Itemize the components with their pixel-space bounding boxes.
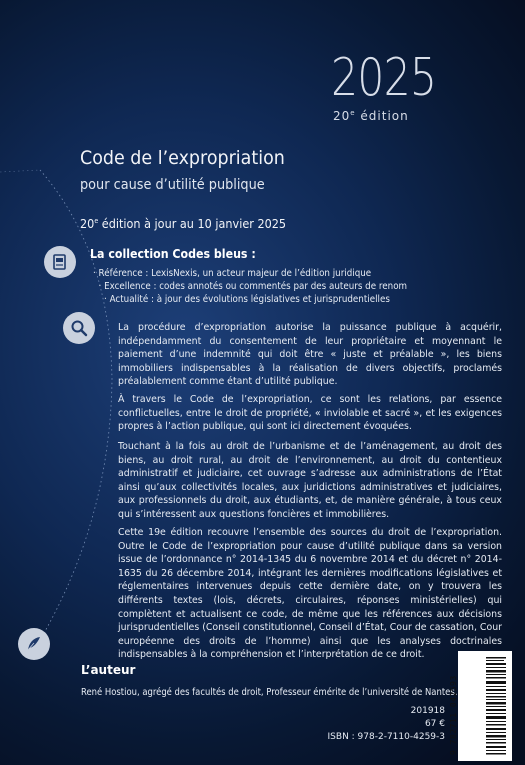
- isbn: ISBN : 978-2-7110-4259-3: [327, 732, 445, 742]
- barcode: [449, 651, 512, 761]
- price: 67 €: [424, 719, 445, 729]
- list-item: · Référence : LexisNexis, un acteur majeur de l’édition juridique: [93, 268, 372, 279]
- edition-year: 2025: [331, 48, 437, 108]
- collection-heading: La collection Codes bleus :: [90, 247, 256, 261]
- book-subtitle: pour cause d’utilité publique: [80, 177, 265, 193]
- list-item: · Actualité : à jour des évolutions législatives et jurisprudentielles: [104, 294, 390, 305]
- magnifier-icon: [63, 312, 95, 344]
- product-codes: [328, 705, 445, 744]
- description-paragraph-2: À travers le Code de l’expropriation, ce sont les relations, par essence conflictuelles, entre le droit de propriété, « inviolable et sacré », et les exigences propres à l’action publique, qui sont ici directement évoquées.: [118, 394, 502, 433]
- update-date: 20e édition à jour au 10 janvier 2025: [80, 216, 287, 231]
- author-heading: L’auteur: [81, 663, 136, 677]
- book-icon: [44, 246, 76, 278]
- list-item: · Excellence : codes annotés ou commentés par des auteurs de renom: [98, 281, 408, 292]
- description-paragraph-1: La procédure d’expropriation autorise la puissance publique à acquérir, indépendamment du consentement de leur propriétaire et moyennant le paiement d’une indemnité qui doit être « juste et préalable », les biens immobiliers indispensables à la réalisation de divers objectifs, proclamés préalablement comme étant d’utilité publique.: [118, 322, 502, 388]
- barcode-digits: 9 782711 042593: [449, 675, 458, 755]
- collection-bullets: [93, 267, 407, 306]
- edition-label: 20e édition: [333, 109, 409, 123]
- book-title: Code de l’expropriation: [80, 147, 285, 169]
- description-paragraph-4: Cette 19e édition recouvre l’ensemble des sources du droit de l’expropriation. Outre le Code de l’expropriation pour cause d’utilité publique dans sa version issue de l’ordonnance n° 2014-1345 du 6 novembre 2014 et du décret n° 2014-1635 du 26 décembre 2014, intégrant les dernières modifications législatives et réglementaires intervenues depuis cette dernière date, on y trouvera les différents textes (lois, décrets, circulaires, réponses ministérielles) qui complètent et actualisent ce code, de même que les références aux décisions jurisprudentielles (Conseil constitutionnel, Conseil d’État, Cour de cassation, Cour européenne des droits de l’homme) ainsi que les analyses doctrinales indispensables à la compréhension et l’interprétation de ce droit.: [118, 527, 502, 661]
- quill-icon: [18, 628, 50, 660]
- description-paragraph-3: Touchant à la fois au droit de l’urbanisme et de l’aménagement, au droit des biens, au droit rural, au droit de l’environnement, au droit du contentieux administratif et judiciaire, cet ouvrage s’adresse aux administrations de l’État ainsi qu’aux collectivités locales, aux juridictions administratives et judiciaires, aux professionnels du droit, aux étudiants, et, de manière générale, à tous ceux qui s’intéressent aux questions foncières et immobilières.: [118, 441, 502, 520]
- reference-code: 201918: [410, 706, 445, 716]
- author-bio: René Hostiou, agrégé des facultés de droit, Professeur émérite de l’université de Nantes.: [81, 687, 458, 698]
